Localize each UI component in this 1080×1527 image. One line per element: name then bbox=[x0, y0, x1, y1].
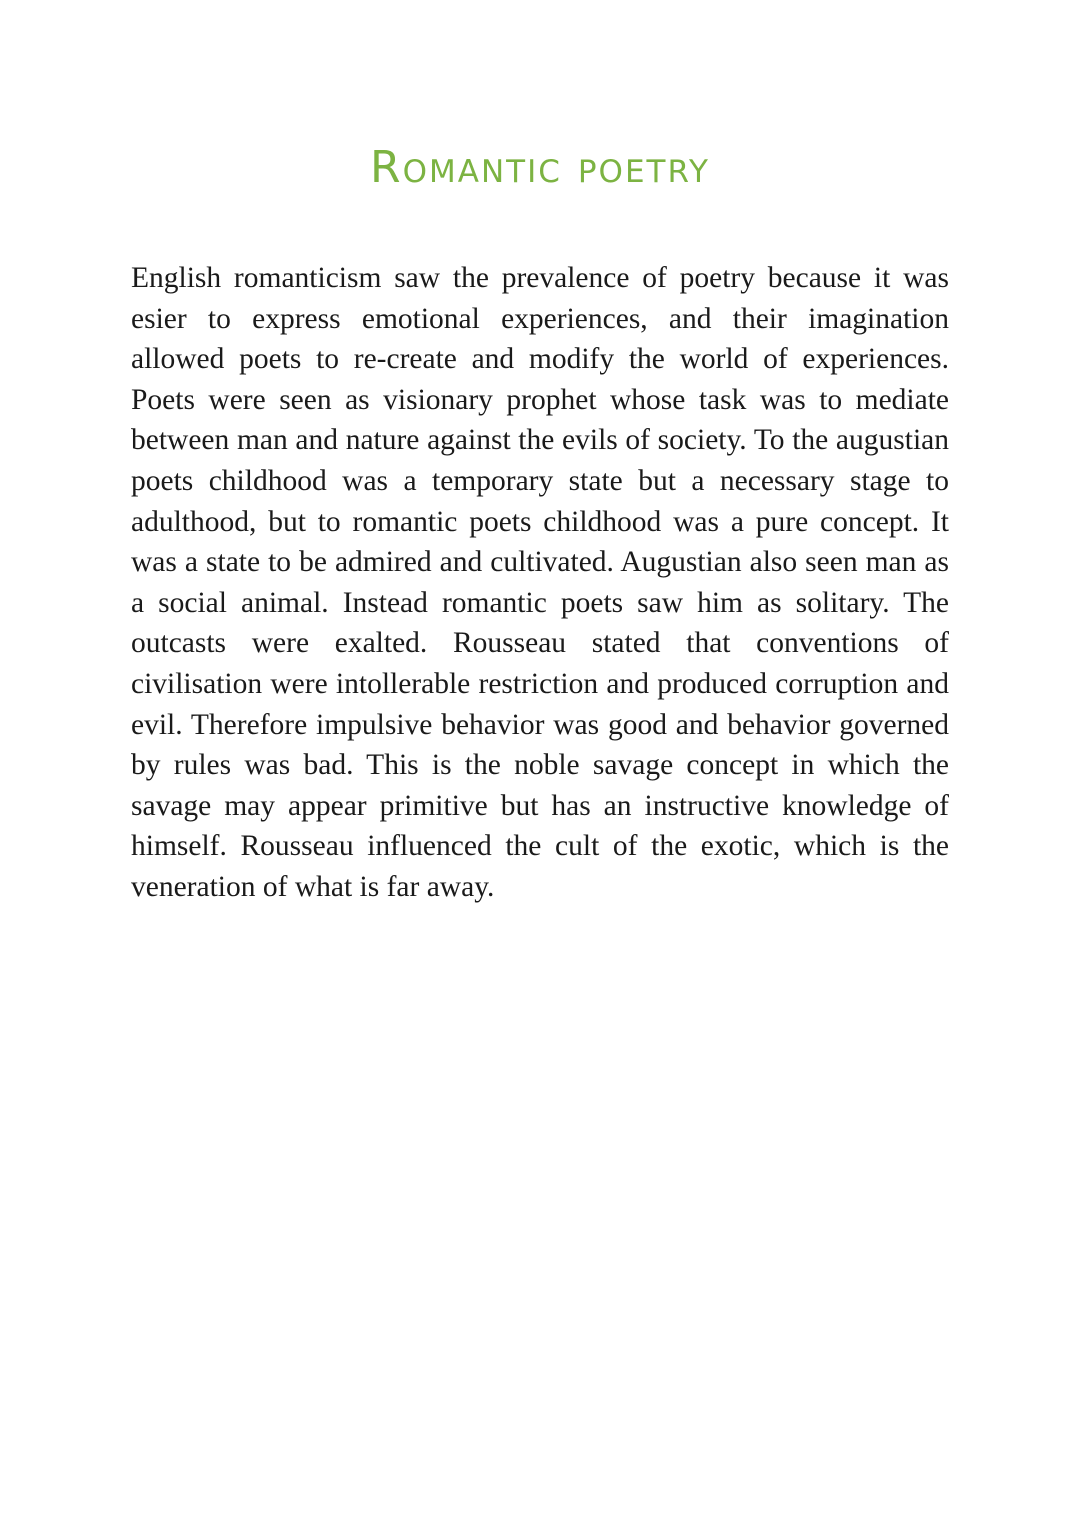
page-title: Romantic poetry bbox=[370, 142, 710, 193]
body-paragraph: English romanticism saw the prevalence of poetry because it was esier to express emotional experiences, and their imagination allowed poets to re-create and modify the world of experiences. Poets were seen as visionary prophet whose task was to mediate between man and nature against the evils of society. To the augustian poets childhood was a temporary state but a necessary stage to adulthood, but to romantic poets childhood was a pure concept. It was a state to be admired and cultivated. Augustian also seen man as a social animal. Instead romantic poets saw him as solitary. The outcasts were exalted. Rousseau stated that conventions of civilisation were intollerable restriction and produced corruption and evil. Therefore impulsive behavior was good and behavior governed by rules was bad. This is the noble savage concept in which the savage may appear primitive but has an instructive knowledge of himself. Rousseau influenced the cult of the exotic, which is the veneration of what is far away. bbox=[131, 262, 949, 903]
